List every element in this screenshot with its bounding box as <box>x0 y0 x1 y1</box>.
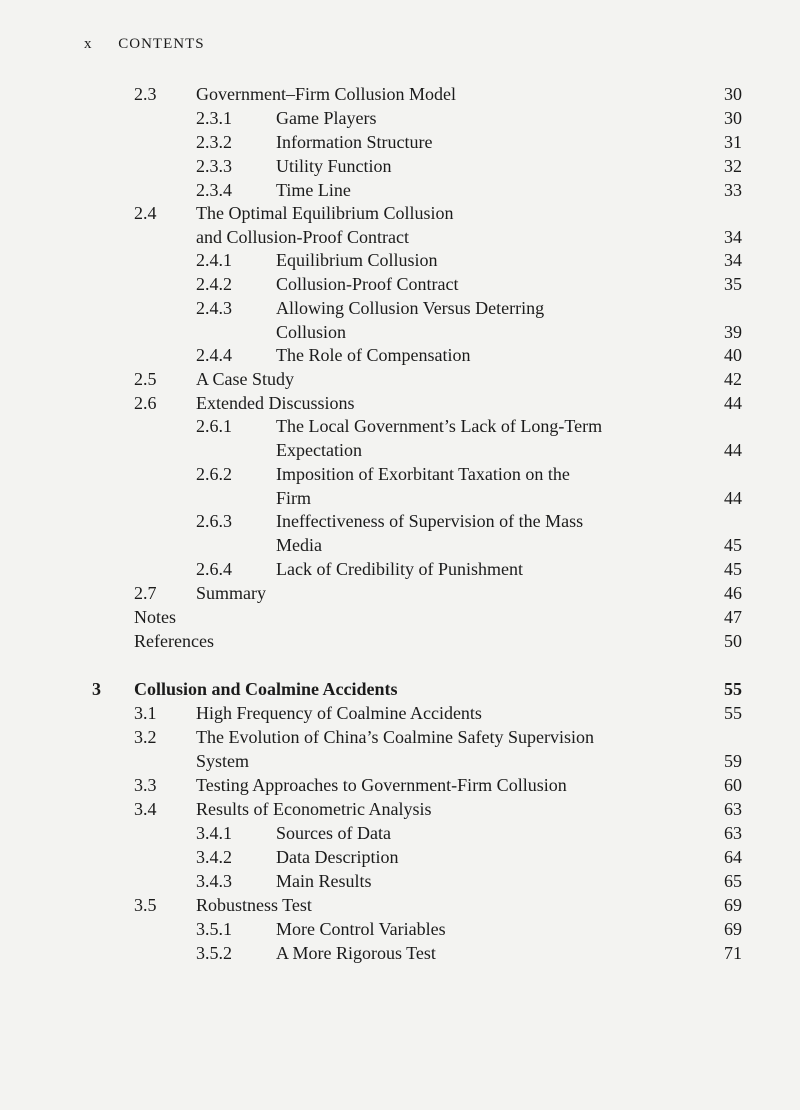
toc-number: 3 <box>92 679 101 699</box>
toc-number: 2.3.3 <box>196 156 232 176</box>
toc-page-number: 69 <box>724 895 742 915</box>
toc-number: 2.6.2 <box>196 464 232 484</box>
toc-title: Results of Econometric Analysis <box>196 799 432 819</box>
toc-page-number: 45 <box>724 535 742 555</box>
toc-title: Equilibrium Collusion <box>276 250 438 270</box>
toc-number: 2.6.3 <box>196 511 232 531</box>
toc-entry <box>134 845 742 869</box>
toc-chapter-entry <box>92 677 742 701</box>
toc-page-number: 35 <box>724 274 742 294</box>
toc-title: Utility Function <box>276 156 392 176</box>
toc-entry <box>134 605 742 629</box>
toc-entry <box>134 821 742 845</box>
toc-title: Notes <box>134 607 176 627</box>
toc-page-number: 31 <box>724 132 742 152</box>
toc-number: 2.3.1 <box>196 108 232 128</box>
toc-number: 3.5.2 <box>196 943 232 963</box>
toc-entry <box>134 869 742 893</box>
toc-title: A More Rigorous Test <box>276 943 436 963</box>
toc-title: Firm <box>276 488 312 508</box>
toc-entry <box>134 509 742 533</box>
toc-entry <box>134 296 742 320</box>
toc-page-number: 60 <box>724 775 742 795</box>
toc-title: Information Structure <box>276 132 433 152</box>
toc-title: Sources of Data <box>276 823 391 843</box>
toc-page-number: 55 <box>724 703 742 723</box>
toc-number: 3.5 <box>134 895 157 915</box>
toc-number: 3.4.2 <box>196 847 232 867</box>
toc-entry <box>134 797 742 821</box>
toc-page-number: 34 <box>724 227 742 247</box>
toc-entry <box>134 486 742 510</box>
toc-title: Robustness Test <box>196 895 312 915</box>
toc-title: The Role of Compensation <box>276 345 471 365</box>
toc-number: 3.4.1 <box>196 823 232 843</box>
toc-page-number: 63 <box>724 799 742 819</box>
toc-number: 2.4.4 <box>196 345 232 365</box>
toc-number: 2.3 <box>134 84 157 104</box>
toc-entry <box>134 225 742 249</box>
toc-number: 2.7 <box>134 583 157 603</box>
toc-title: A Case Study <box>196 369 295 389</box>
toc-title: Time Line <box>276 180 351 200</box>
toc-page-number: 33 <box>724 180 742 200</box>
toc-entry <box>134 82 742 106</box>
toc-title: Collusion <box>276 322 347 342</box>
toc-title: System <box>196 751 250 771</box>
toc-entry <box>134 749 742 773</box>
toc-title: Media <box>276 535 322 555</box>
page-number: x <box>84 36 92 52</box>
toc-entry <box>134 581 742 605</box>
toc-title: Testing Approaches to Government-Firm Collusion <box>196 775 567 795</box>
toc-page-number: 59 <box>724 751 742 771</box>
toc-title: High Frequency of Coalmine Accidents <box>196 703 482 723</box>
toc-entry <box>134 343 742 367</box>
toc-page-number: 34 <box>724 250 742 270</box>
toc-entry <box>134 248 742 272</box>
toc-page-number: 30 <box>724 84 742 104</box>
toc-entry <box>134 462 742 486</box>
toc-number: 2.6.1 <box>196 416 232 436</box>
toc-entry <box>134 893 742 917</box>
toc-entry <box>134 941 742 965</box>
toc-entry <box>134 701 742 725</box>
toc-page-number: 64 <box>724 847 742 867</box>
toc-entry <box>134 130 742 154</box>
toc-entry <box>134 320 742 344</box>
toc-page-number: 32 <box>724 156 742 176</box>
toc-entry <box>134 773 742 797</box>
toc-title: Collusion-Proof Contract <box>276 274 459 294</box>
toc-entry <box>134 917 742 941</box>
toc-title: Extended Discussions <box>196 393 355 413</box>
toc-title: More Control Variables <box>276 919 446 939</box>
toc-page-number: 30 <box>724 108 742 128</box>
toc-title: Collusion and Coalmine Accidents <box>134 679 398 699</box>
toc-page-number: 46 <box>724 583 742 603</box>
toc-title: The Local Government’s Lack of Long-Term <box>276 416 603 436</box>
toc-page-number: 47 <box>724 607 742 627</box>
toc-page-number: 42 <box>724 369 742 389</box>
toc-title: Ineffectiveness of Supervision of the Mass <box>276 511 584 531</box>
toc-number: 2.3.2 <box>196 132 232 152</box>
toc-entry <box>134 725 742 749</box>
toc-entry <box>134 438 742 462</box>
toc-page-number: 50 <box>724 631 742 651</box>
toc-page-number: 39 <box>724 322 742 342</box>
toc-number: 3.1 <box>134 703 157 723</box>
toc-number: 2.4.3 <box>196 298 232 318</box>
toc-page-number: 55 <box>724 679 742 699</box>
toc-title: Allowing Collusion Versus Deterring <box>276 298 545 318</box>
toc-page-number: 44 <box>724 488 742 508</box>
toc-title: Main Results <box>276 871 372 891</box>
toc-number: 3.2 <box>134 727 157 747</box>
toc-page-number: 45 <box>724 559 742 579</box>
toc-title: Expectation <box>276 440 362 460</box>
toc-number: 2.6 <box>134 393 157 413</box>
toc-title: References <box>134 631 214 651</box>
toc-title: Imposition of Exorbitant Taxation on the <box>276 464 570 484</box>
toc-entry <box>134 414 742 438</box>
toc-title: The Evolution of China’s Coalmine Safety Supervision <box>196 727 594 747</box>
toc-number: 2.4 <box>134 203 157 223</box>
toc-title: The Optimal Equilibrium Collusion <box>196 203 454 223</box>
toc-entry <box>134 533 742 557</box>
toc-title: Data Description <box>276 847 399 867</box>
toc-title: Game Players <box>276 108 377 128</box>
toc-entry <box>134 106 742 130</box>
toc-number: 3.5.1 <box>196 919 232 939</box>
toc-title: Government–Firm Collusion Model <box>196 84 456 104</box>
toc-entry <box>134 557 742 581</box>
toc-page-number: 40 <box>724 345 742 365</box>
toc-number: 2.5 <box>134 369 157 389</box>
toc-entry <box>134 201 742 225</box>
toc-page-number: 44 <box>724 393 742 413</box>
toc-page-number: 69 <box>724 919 742 939</box>
toc-entry <box>134 272 742 296</box>
toc-entry <box>134 178 742 202</box>
toc-title: and Collusion-Proof Contract <box>196 227 409 247</box>
toc-entry <box>134 629 742 653</box>
toc-page-number: 71 <box>724 943 742 963</box>
toc-number: 2.4.2 <box>196 274 232 294</box>
toc-number: 2.3.4 <box>196 180 232 200</box>
toc-number: 3.3 <box>134 775 157 795</box>
toc-page-number: 44 <box>724 440 742 460</box>
toc-number: 3.4.3 <box>196 871 232 891</box>
toc-number: 3.4 <box>134 799 157 819</box>
running-title: CONTENTS <box>118 36 205 52</box>
toc-page-number: 63 <box>724 823 742 843</box>
toc-title: Lack of Credibility of Punishment <box>276 559 523 579</box>
toc-number: 2.4.1 <box>196 250 232 270</box>
toc-entry <box>134 154 742 178</box>
toc-entry <box>134 367 742 391</box>
toc-title: Summary <box>196 583 266 603</box>
toc-number: 2.6.4 <box>196 559 232 579</box>
toc-entry <box>134 391 742 415</box>
toc-page-number: 65 <box>724 871 742 891</box>
